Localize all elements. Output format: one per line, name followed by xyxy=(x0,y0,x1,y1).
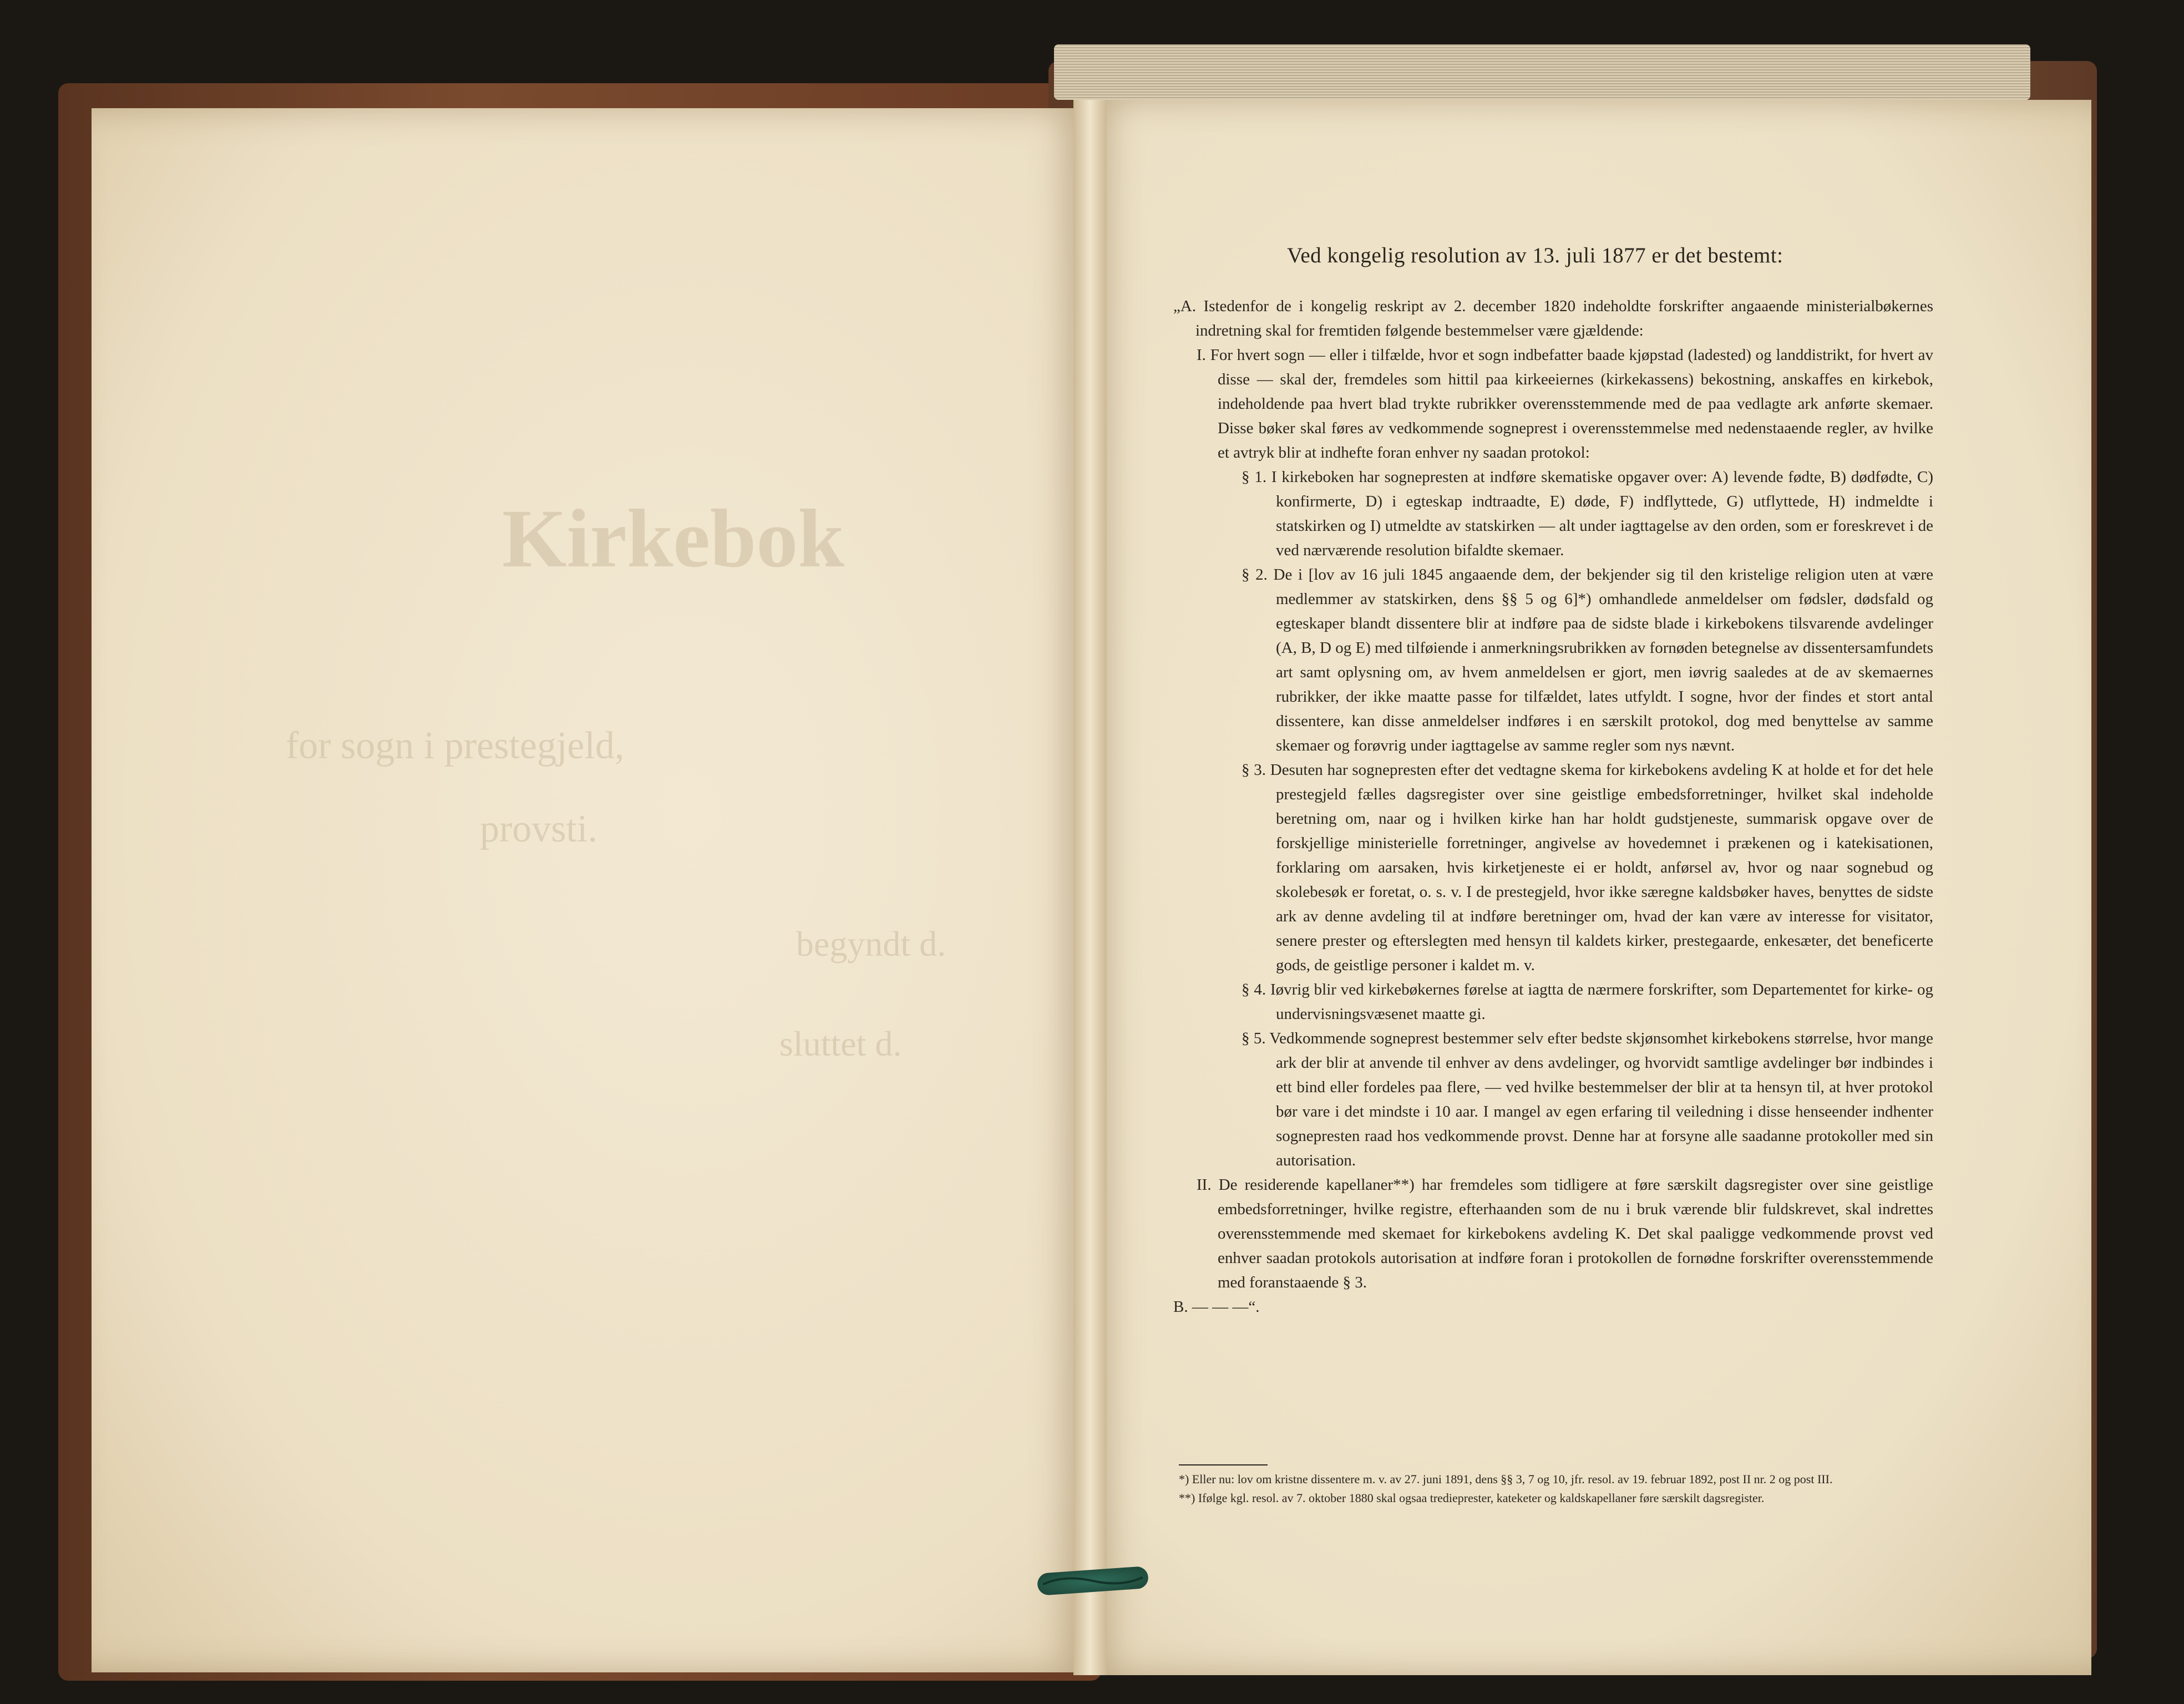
bleed-through-title: Kirkebok xyxy=(502,493,844,585)
paragraph-3: § 3. Desuten har sognepresten efter det vedtagne skema for kirkebokens avdeling K at holde et for det hele prestegjeld fælles dagsregister over sine geistlige embedsforretninger, hvilket skal indeholde beretning om, naar og i hvilken kirke han har holdt gudstjeneste, summarisk opgave over de forskjellige ministerielle forretninger, angivelse av hovedemnet i prækenen og i katekisationen, forklaring om aarsaken, hvis kirketjeneste ei er holdt, anførsel av, hvor og naar sognebud og skolebesøk er foretat, o. s. v. I de prestegjeld, hvor ikke særegne kaldsbøker haves, benyttes de sidste ark av denne avdeling til at indføre beretninger om, hvad der kan være av interesse for visitator, senere prester og efterslegten med hensyn til kaldets kirker, prestegaarde, enkesæter, det beneficerte gods, de geistlige personer i kaldet m. v. xyxy=(1242,761,1933,974)
book-gutter xyxy=(1073,100,1107,1675)
section-b: B. — — —“. xyxy=(1173,1298,1260,1316)
bleed-through-line: provsti. xyxy=(480,808,597,850)
paragraph-5: § 5. Vedkommende sogneprest bestemmer selv efter bedste skjønsomhet kirkebokens størrelse, hvor mange ark der blir at anvende til enhver av dens avdelinger, og hvorvidt samtlige avdelinger bør indbindes i ett bind eller fordeles paa flere, — ved hvilke bestemmelser der blir at ta hensyn til, at hver protokol bør vare i det mindste i 10 aar. I mangel av egen erfaring til veiledning i disse henseender indhenter sognepresten raad hos vedkommende provst. Denne har at forsyne alle saadanne protokoller med sin autorisation. xyxy=(1242,1030,1933,1169)
footnote-2: **) Ifølge kgl. resol. av 7. oktober 1880 skal ogsaa tredieprester, kateketer og kaldskapellaner føre særskilt dagsregister. xyxy=(1179,1491,1765,1505)
bleed-through-line: for sogn i prestegjeld, xyxy=(286,724,625,767)
left-page xyxy=(92,108,1087,1672)
footnotes xyxy=(1179,1464,1939,1509)
paragraph-2: § 2. De i [lov av 16 juli 1845 angaaende dem, der bekjender sig til den kristelige religion uten at være medlemmer av statskirken, dens §§ 5 og 6]*) omhandlede anmeldelser om fødsler, dødsfald og egteskaper blandt dissentere blir at indføre paa de sidste blade i kirkebokens tilsvarende avdelinger (A, B, D og E) med tilføiende i anmerkningsrubrikken av fornøden betegnelse av dissentersamfundets art samt oplysning om, av hvem anmeldelsen er gjort, men iøvrig saaledes at de av skemaernes rubrikker, der ikke maatte passe for tilfældet, lates utfyldt. I sogne, hvor der findes et stort antal dissentere, kan disse anmeldelser indføres i en særskilt protokol, dog med benyttelse av samme skemaer og forøvrig under iagttagelse av samme regler som nys nævnt. xyxy=(1242,566,1933,754)
section-i: I. For hvert sogn — eller i tilfælde, hvor et sogn indbefatter baade kjøpstad (ladested) og landdistrikt, for hvert av disse — skal der, fremdeles som hittil paa kirkeeiernes (kirkekassens) bekostning, anskaffes en kirkebok, indeholdende paa hvert blad trykte rubrikker overensstemmende med de paa vedlagte ark anførte skemaer. Disse bøker skal føres av vedkommende sogneprest i overensstemmelse med nedenstaaende regler, av hvilke et avtryk blir at indhefte foran enhver ny saadan protokol: xyxy=(1197,346,1933,462)
footnote-1: *) Eller nu: lov om kristne dissentere m. v. av 27. juni 1891, dens §§ 3, 7 og 10, jfr. resol. av 19. februar 1892, post II nr. 2 og post III. xyxy=(1179,1472,1833,1486)
section-ii: II. De residerende kapellaner**) har fremdeles som tidligere at føre særskilt dagsregister over sine geistlige embedsforretninger, hvilke registre, efterhaanden som de nu i bruk værende blir fuldskrevet, skal indrettes overensstemmende med skemaet for kirkebokens avdeling K. Det skal paaligge vedkommende provst ved enhver saadan protokols autorisation at indføre foran i protokollen de fornødne forskrifter overensstemmende med foranstaaende § 3. xyxy=(1197,1176,1933,1291)
footnote-rule xyxy=(1179,1464,1268,1465)
resolution-text xyxy=(1173,294,1933,1319)
page-heading: Ved kongelig resolution av 13. juli 1877 er det bestemt: xyxy=(1287,244,1783,267)
bleed-through-line: sluttet d. xyxy=(779,1024,902,1063)
bleed-through-line: begyndt d. xyxy=(796,924,946,963)
paragraph-1: § 1. I kirkeboken har sognepresten at indføre skematiske opgaver over: A) levende fødte, B) dødfødte, C) konfirmerte, D) i egteskap indtraadte, E) døde, F) indflyttede, G) utflyttede, H) indmeldte i statskirken og I) utmeldte av statskirken — alt under iagttagelse av den orden, som er foreskrevet i de ved nærværende resolution bifaldte skemaer. xyxy=(1242,468,1933,559)
page-edges xyxy=(1054,44,2030,100)
paragraph-4: § 4. Iøvrig blir ved kirkebøkernes førelse at iagtta de nærmere forskrifter, som Departementet for kirke- og undervisningsvæsenet maatte gi. xyxy=(1242,981,1933,1023)
section-a: „A. Istedenfor de i kongelig reskript av 2. december 1820 indeholdte forskrifter angaaende ministerialbøkernes indretning skal for fremtiden følgende bestemmelser være gjældende: xyxy=(1173,297,1933,339)
